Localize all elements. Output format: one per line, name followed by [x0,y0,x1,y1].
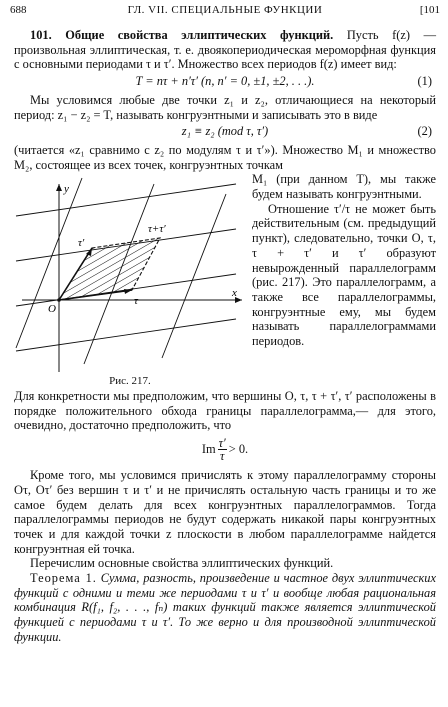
section-intro-text: Пусть f(z) — произвольная эллиптическая, т. е. двоякопериодическая мероморфная функция с основными периодами τ и τ′. Множество всех периодов f(z) имеет вид: [14,28,436,72]
formula-1 [14,74,436,89]
lattice-line [16,184,236,216]
running-header [10,4,440,20]
theorem-1-text: Сумма, разность, произведение и частное двух эллиптических функций с одними и теми же периодами τ и τ′ и вообще любая рациональная комбинация R(f₁, f₂, . . ., fₙ) таких функций также является эллиптической функцией с периодами τ и τ′. То же верно и для производной эллиптической функции. [14,571,436,644]
formula-3-numerator: τ′ [218,436,226,451]
figure-side-text [246,172,436,348]
section-intro-paragraph [14,28,436,72]
theorem-1 [14,571,436,645]
formula-3 [14,437,436,462]
paragraph-congruent-sets: (читается «z₁ сравнимо с z₂ по модулям τ и τ′»). Множество M₁ и множество M₂, состоящее из всех точек, конгруэнтных точкам [14,142,436,172]
figure-caption: Рис. 217. [109,375,151,388]
period-lattice-diagram [14,176,246,376]
congruent-continuation: M₁ (при данном T), мы также будем называть конгруэнтными. [252,172,436,202]
formula-2-expression: z₁ ≡ z₂ (mod τ, τ′) [181,124,269,139]
formula-1-number: (1) [417,74,432,89]
lattice-line [16,178,82,348]
y-axis-label: y [64,183,69,196]
paragraph-orientation: Для конкретности мы предположим, что вершины O, τ, τ + τ′, τ′ расположены в порядке положительного обхода границы параллелограмма,— для этого, очевидно, достаточно предположить, что [14,389,436,433]
x-axis-label: x [232,287,237,300]
theorem-1-label: Теорема 1. [30,571,97,586]
formula-2 [14,124,436,139]
lattice-line [162,194,226,358]
lattice-line [16,319,236,351]
formula-1-expression: T = nτ + n′τ′ (n, n′ = 0, ±1, ±2, . . .). [135,74,315,89]
section-heading: 101. Общие свойства эллиптических функций. [30,28,334,42]
tau-sum-label: τ+τ′ [148,223,166,236]
formula-3-fraction [218,437,227,462]
formula-3-denominator: τ [219,449,225,464]
section-reference: [101 [419,4,440,16]
figure-block [14,172,436,389]
origin-label: O [48,303,56,316]
origin-point [57,299,61,303]
period-parallelogram [59,238,160,300]
formula-3-im: Im [201,442,216,457]
chapter-title: ГЛ. VII. СПЕЦИАЛЬНЫЕ ФУНКЦИИ [127,4,323,16]
tau-label: τ [134,295,138,308]
figure-217 [14,176,246,389]
paragraph-period-ratio: Отношение τ′/τ не может быть действительным (см. предыдущий пункт), следовательно, точки O, τ, τ + τ′ и τ′ образуют невырожденный параллелограмм (рис. 217). Это параллелограмм, а также все параллелограммы, конгруэнтные ему, мы будем называть параллелограммами периодов. [252,201,436,349]
page-number: 688 [10,4,27,16]
paragraph-boundary-convention: Кроме того, мы условимся причислять к этому параллелограмму стороны Oτ, Oτ′ без вершин τ и τ′ и не причислять остальную часть границы и то же самое будем делать для всех конгруэнтных параллелограммов. Тогда параллелограммы периодов не будут содержать никакой пары конгруэнтных точек и для каждой точки z плоскости в любом параллелограмме найдется конгруэнтная ей точка. [14,468,436,556]
formula-2-number: (2) [417,124,432,139]
y-axis-arrow [56,184,62,191]
tau-prime-label: τ′ [78,237,85,250]
formula-3-rhs: > 0. [228,442,249,457]
paragraph-properties-intro: Перечислим основные свойства эллиптических функций. [30,556,334,571]
page-content [14,28,436,645]
paragraph-congruence: Мы условимся любые две точки z₁ и z₂, отличающиеся на некоторый период: z₁ − z₂ = T, называть конгруэнтными и записывать это в виде [14,92,436,122]
